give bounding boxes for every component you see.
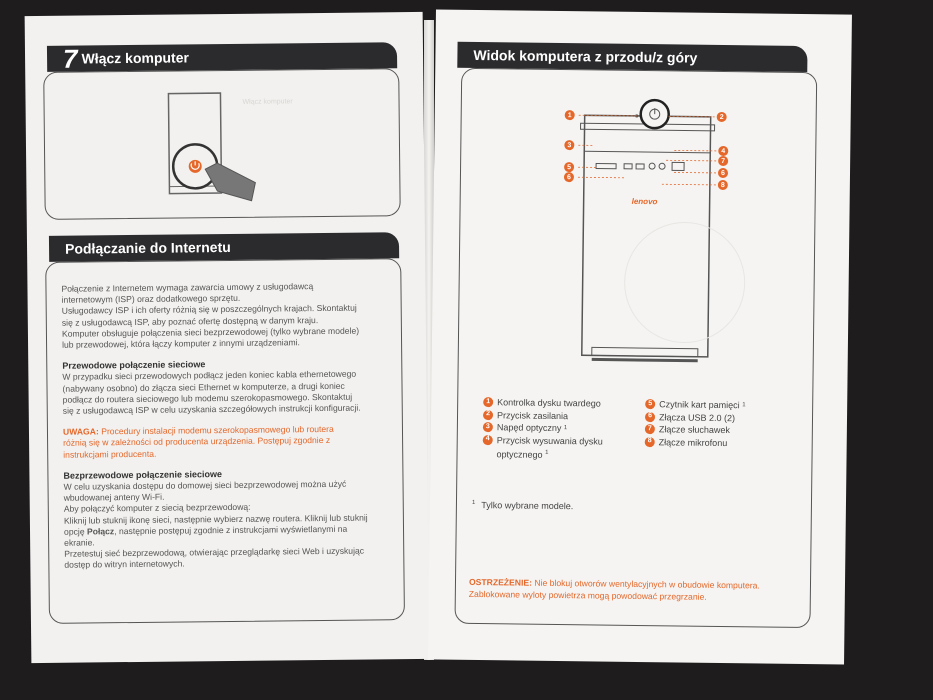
legend-item: 2 Przycisk zasilania	[483, 409, 653, 424]
overheat-warning: OSTRZEŻENIE: Nie blokuj otworów wentylacyjnych w obudowie komputera. Zablokowane wyloty powietrza mogą powodować przegrzanie.	[468, 576, 760, 602]
callout-8: 8	[718, 180, 728, 190]
section-title-front-view: Widok komputera z przodu/z góry	[473, 46, 698, 66]
callout-2: 2	[717, 112, 727, 122]
wireless-line: Przetestuj sieć bezprzewodową, otwierając przeglądarkę sieci Web i uzyskując	[64, 545, 365, 559]
section-title-power-on: Włącz komputer	[81, 49, 189, 67]
wireless-line: opcję Połącz, następnie postępuj zgodnie z instrukcjami wyświetlanymi na	[63, 523, 348, 537]
legend-item: 4 Przycisk wysuwania dysku optycznego $^1$	[482, 434, 652, 463]
wired-line: (nabywany osobno) do złącza sieci Ethernet w komputerze, a drugi koniec	[62, 380, 345, 394]
footnote: $^1$ Tylko wybrane modele.	[471, 499, 574, 512]
legend-item: 5 Czytnik kart pamięci 1	[645, 398, 815, 413]
internet-text	[61, 280, 399, 571]
callout-5: 5	[564, 162, 574, 172]
callout-3: 3	[564, 140, 574, 150]
warning-line: UWAGA: Procedury instalacji modemu szerokopasmowego lub routera	[62, 424, 334, 437]
wired-line: się z usługodawcą ISP w celu uzyskania szczegółowych instrukcji konfiguracji.	[62, 402, 361, 416]
legend-item: 1 Kontrolka dysku twardego	[483, 396, 653, 411]
wired-heading: Przewodowe połączenie sieciowe	[62, 359, 206, 371]
legend-item: 6 Złącza USB 2.0 (2)	[645, 411, 815, 426]
intro-line: się z usługodawcą ISP, aby poznać ofertę dostępną w danym kraju.	[61, 314, 319, 328]
wired-line: W przypadku sieci przewodowych podłącz jeden koniec kabla ethernetowego	[62, 369, 357, 383]
wireless-line: wbudowanej anteny Wi-Fi.	[63, 491, 165, 503]
footnote-mark: 1	[471, 499, 476, 507]
callout-7: 7	[718, 156, 728, 166]
legend-item: 7 Złącze słuchawek	[645, 423, 815, 438]
legend-left	[482, 396, 653, 463]
warning-label: UWAGA:	[62, 426, 99, 437]
callout-6: 6	[564, 172, 574, 182]
wireless-line: Aby połączyć komputer z siecią bezprzewodową:	[63, 502, 251, 515]
callout-1: 1	[565, 110, 575, 120]
wireless-line: Kliknij lub stuknij ikonę sieci, następnie wybierz nazwę routera. Kliknij lub stuknij	[63, 512, 368, 526]
section-header-power-on	[47, 42, 397, 72]
svg-text:Włącz komputer: Włącz komputer	[242, 98, 293, 106]
callout-6b: 6	[718, 168, 728, 178]
wired-line: podłącz do routera sieciowego lub modemu szerokopasmowego. Skontaktuj	[62, 391, 353, 405]
step-number: 7	[62, 43, 78, 74]
section-header-internet	[49, 232, 399, 262]
callout-4: 4	[718, 146, 728, 156]
connect-option: Połącz	[86, 526, 115, 537]
section-title-internet: Podłączanie do Internetu	[64, 238, 231, 257]
right-page	[428, 9, 852, 664]
power-on-illustration	[44, 69, 402, 221]
intro-line: Połączenie z Internetem wymaga zawarcia umowy z usługodawcą	[61, 281, 314, 294]
warning-label: OSTRZEŻENIE:	[468, 576, 533, 588]
left-page	[25, 12, 430, 663]
warning-line: różnią się w zależności od producenta urządzenia. Postępuj zgodnie z	[63, 435, 331, 449]
computer-front-illustration	[552, 91, 755, 373]
finger-icon	[205, 163, 255, 202]
intro-line: internetowym (ISP) oraz dodatkowego sprzętu.	[61, 293, 241, 305]
legend-item: 3 Napęd optyczny 1	[483, 421, 653, 436]
wireless-line: ekranie.	[64, 537, 95, 548]
lenovo-logo: lenovo	[631, 196, 658, 207]
intro-line: Usługodawcy ISP i ich oferty różnią się w poszczególnych krajach. Skontaktuj	[61, 303, 357, 317]
wireless-line: W celu uzyskania dostępu do domowej sieci bezprzewodowej można użyć	[63, 478, 347, 492]
wireless-line: dostęp do witryn internetowych.	[64, 558, 185, 571]
legend-item: 8 Złącze mikrofonu	[645, 436, 815, 451]
intro-line: Komputer obsługuje połączenia sieci bezprzewodowej (tylko wybrane modele)	[61, 325, 360, 339]
warning-line: instrukcjami producenta.	[63, 448, 157, 460]
intro-line: lub przewodowej, która łączy komputer z innymi urządzeniami.	[62, 337, 300, 350]
power-on-illustration-box	[43, 68, 401, 220]
legend-right	[645, 398, 816, 450]
wireless-heading: Bezprzewodowe połączenie sieciowe	[63, 468, 223, 481]
